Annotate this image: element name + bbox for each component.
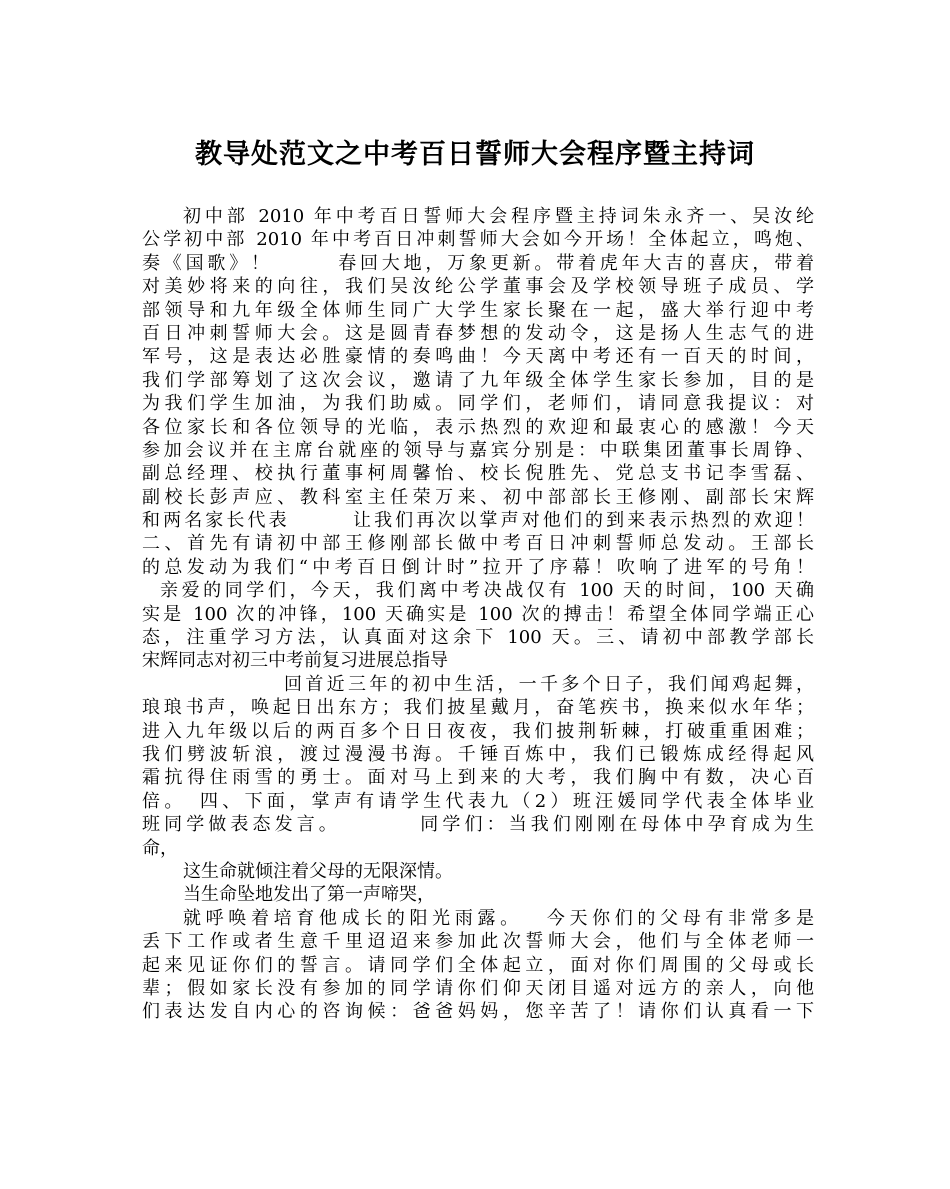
text-line: 辈；假如家长没有参加的同学请你们仰天闭目遥对远方的亲人，向他 — [142, 977, 814, 999]
text-line: 亲爱的同学们，今天，我们离中考决战仅有 100 天的时间，100 天确 — [160, 580, 814, 602]
text-line: 班同学做表态发言。 同学们：当我们刚刚在母体中孕育成为生 — [142, 814, 814, 836]
text-line: 副总经理、校执行董事柯周馨怡、校长倪胜先、党总支书记李雪磊、 — [142, 463, 814, 485]
text-line: 公学初中部 2010 年中考百日冲刺誓师大会如今开场！全体起立，鸣炮、 — [142, 229, 814, 251]
text-line: 百日冲刺誓师大会。这是圆青春梦想的发动令，这是扬人生志气的进 — [142, 322, 814, 344]
document-title: 教导处范文之中考百日誓师大会程序暨主持词 — [195, 139, 755, 170]
text-line: 们表达发自内心的咨询候：爸爸妈妈，您辛苦了！请你们认真看一下 — [142, 1001, 814, 1023]
text-line: 丢下工作或者生意千里迢迢来参加此次誓师大会，他们与全体老师一 — [142, 931, 814, 953]
text-line: 琅琅书声，唤起日出东方；我们披星戴月，奋笔疾书，换来似水年华； — [142, 697, 814, 719]
text-line: 进入九年级以后的两百多个日日夜夜，我们披荆斩棘，打破重重困难； — [142, 720, 814, 742]
text-line: 军号，这是表达必胜豪情的奏鸣曲！今天离中考还有一百天的时间， — [142, 346, 814, 368]
text-line: 霜抗得住雨雪的勇士。面对马上到来的大考，我们胸中有数，决心百 — [142, 767, 814, 789]
text-line: 为我们学生加油，为我们助威。同学们，老师们，请同意我提议：对 — [142, 393, 814, 415]
text-line: 起来见证你们的誓言。请同学们全体起立，面对你们周围的父母或长 — [142, 954, 814, 976]
text-line: 初中部 2010 年中考百日誓师大会程序暨主持词朱永齐一、吴汝纶 — [183, 206, 814, 227]
text-line: 对美妙将来的向往，我们吴汝纶公学董事会及学校领导班子成员、学 — [142, 276, 814, 298]
text-line: 实是 100 次的冲锋，100 天确实是 100 次的搏击！希望全体同学端正心 — [142, 603, 814, 625]
text-line: 我们劈波斩浪，渡过漫漫书海。千锤百炼中，我们已锻炼成经得起风 — [142, 743, 814, 765]
text-line: 副校长彭声应、教科室主任荣万来、初中部部长王修刚、副部长宋辉 — [142, 486, 814, 508]
text-line: 宋辉同志对初三中考前复习进展总指导 — [142, 650, 448, 672]
document-body — [142, 205, 814, 1024]
text-line: 命， — [142, 837, 178, 859]
text-line: 奏《国歌》！ 春回大地，万象更新。带着虎年大吉的喜庆，带着 — [142, 252, 814, 274]
text-line: 就呼唤着培育他成长的阳光雨露。 今天你们的父母有非常多是 — [183, 907, 814, 929]
text-line: 参加会议并在主席台就座的领导与嘉宾分别是：中联集团董事长周铮、 — [142, 439, 814, 461]
text-line: 回首近三年的初中生活，一千多个日子，我们闻鸡起舞， — [284, 673, 814, 695]
text-line: 当生命坠地发出了第一声啼哭， — [183, 884, 435, 906]
text-line: 这生命就倾注着父母的无限深情。 — [183, 860, 453, 882]
text-line: 各位家长和各位领导的光临，表示热烈的欢迎和最衷心的感激！今天 — [142, 416, 814, 438]
text-line: 我们学部筹划了这次会议，邀请了九年级全体学生家长参加，目的是 — [142, 369, 814, 391]
text-line: 倍。 四、下面，掌声有请学生代表九（2）班汪媛同学代表全体毕业 — [142, 790, 814, 812]
text-line: 态，注重学习方法，认真面对这余下 100 天。三、请初中部教学部长 — [142, 627, 814, 649]
text-line: 和两名家长代表 让我们再次以掌声对他们的到来表示热烈的欢迎！ — [142, 510, 814, 532]
text-line: 二、首先有请初中部王修刚部长做中考百日冲刺誓师总发动。王部长 — [142, 533, 814, 555]
text-line: 部领导和九年级全体师生同广大学生家长聚在一起，盛大举行迎中考 — [142, 299, 814, 321]
text-line: 的总发动为我们“中考百日倒计时”拉开了序幕！吹响了进军的号角！ — [142, 556, 814, 578]
